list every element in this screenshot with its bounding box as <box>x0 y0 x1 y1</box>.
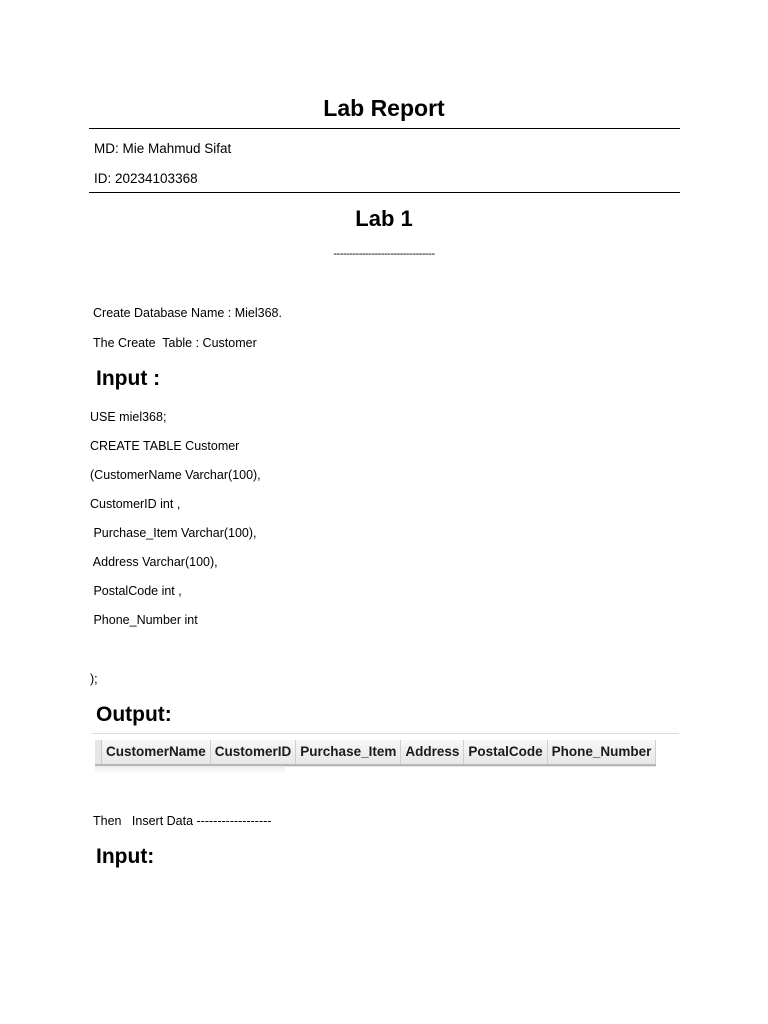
result-grid-header <box>95 740 656 766</box>
output-heading: Output: <box>96 703 172 726</box>
input-heading: Input : <box>96 367 161 390</box>
code-line: Purchase_Item Varchar(100), <box>90 526 257 540</box>
column-header-postalcode: PostalCode <box>464 740 547 764</box>
code-line: CREATE TABLE Customer <box>90 439 240 453</box>
code-line: USE miel368; <box>90 410 167 424</box>
student-id: ID: 20234103368 <box>94 171 198 186</box>
code-line: PostalCode int , <box>90 584 182 598</box>
code-line: ); <box>90 672 98 686</box>
code-line: (CustomerName Varchar(100), <box>90 468 261 482</box>
code-line: Phone_Number int <box>90 613 198 627</box>
insert-data-line: Then Insert Data ------------------ <box>93 814 272 828</box>
code-line: Address Varchar(100), <box>90 555 218 569</box>
divider-bottom <box>89 192 680 193</box>
lab-title: Lab 1 <box>355 206 413 231</box>
student-name: MD: Mie Mahmud Sifat <box>94 141 232 156</box>
column-header-phone-number: Phone_Number <box>548 740 657 764</box>
lab-separator: -------------------------------- <box>333 248 435 260</box>
code-line: CustomerID int , <box>90 497 181 511</box>
column-header-address: Address <box>401 740 464 764</box>
column-header-customerid: CustomerID <box>211 740 297 764</box>
column-header-customername: CustomerName <box>102 740 211 764</box>
report-title: Lab Report <box>323 95 445 121</box>
input-heading-2: Input: <box>96 845 155 868</box>
intro-line-table: The Create Table : Customer <box>93 336 257 350</box>
intro-line-database: Create Database Name : Miel368. <box>93 306 282 320</box>
column-header-purchase-item: Purchase_Item <box>296 740 401 764</box>
result-panel-border <box>92 733 679 734</box>
grid-shadow <box>95 766 285 774</box>
divider-top <box>89 128 680 129</box>
row-selector-gutter <box>95 740 102 764</box>
